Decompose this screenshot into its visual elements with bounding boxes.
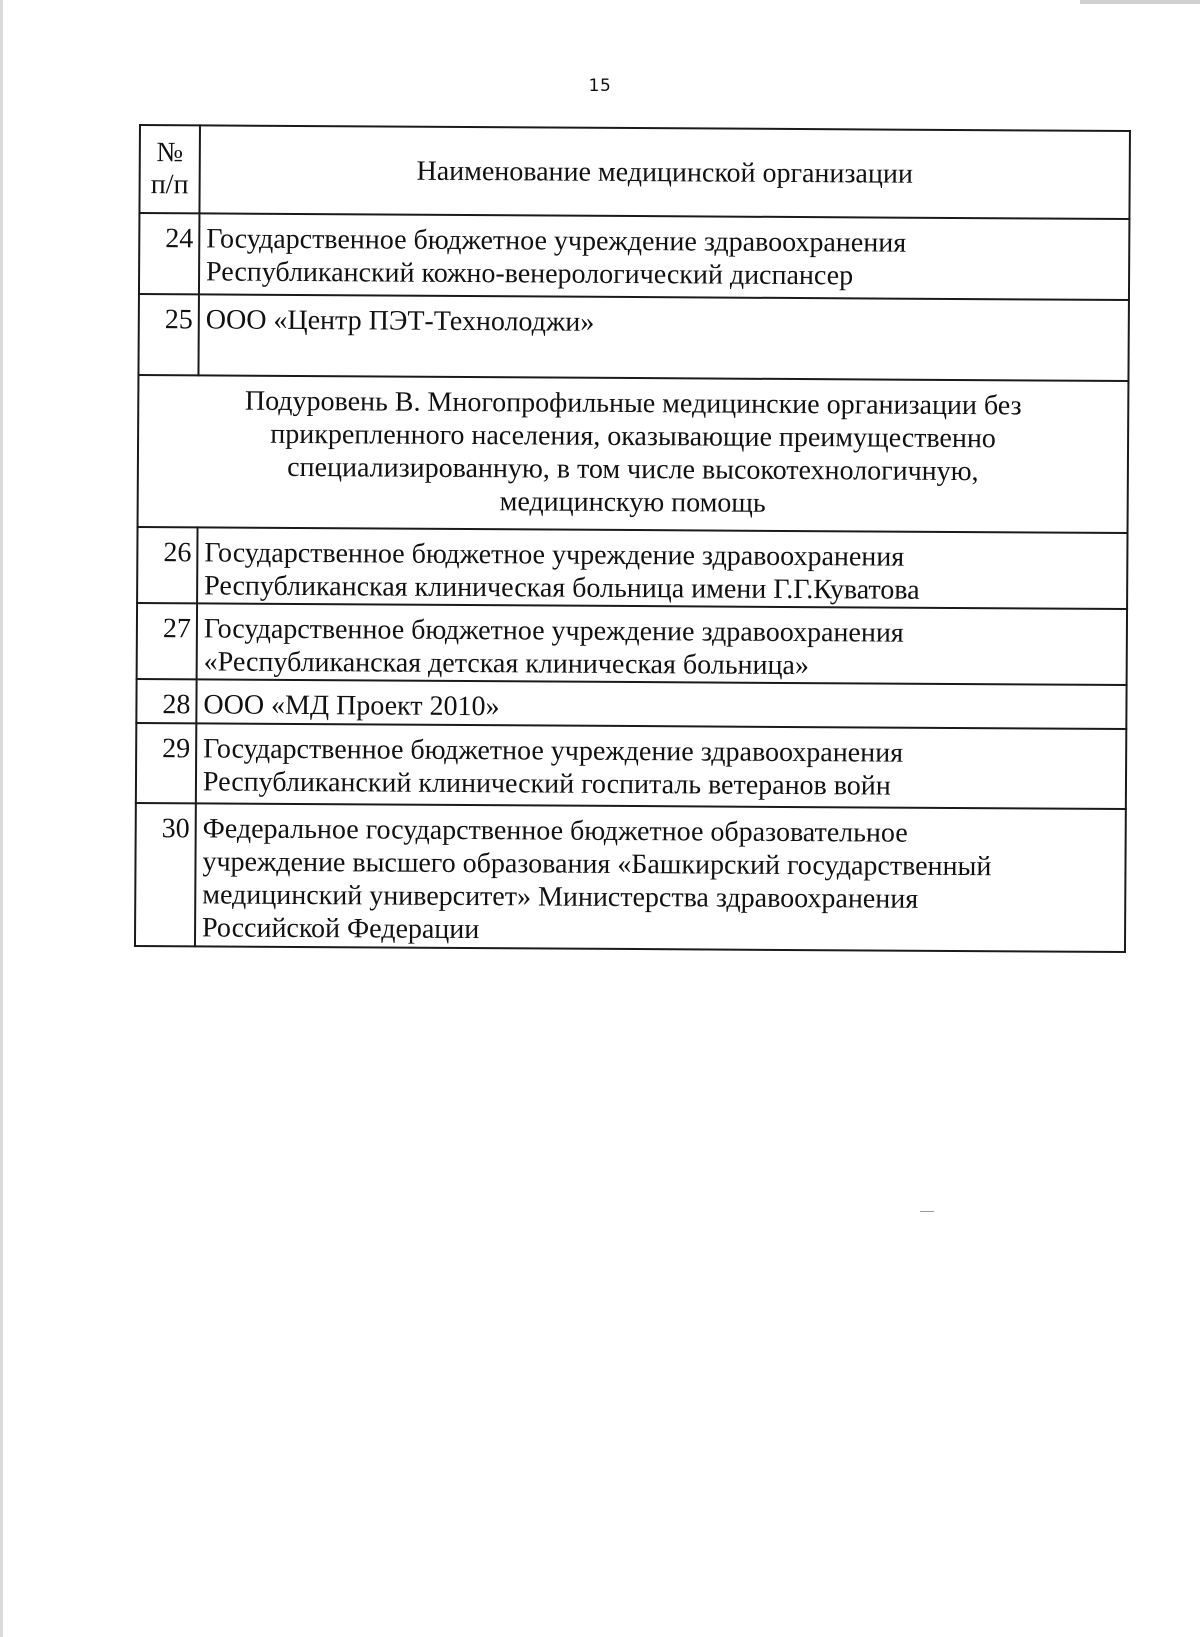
table-row xyxy=(139,213,1129,300)
row-number-cell: 29 xyxy=(136,723,196,803)
row-number-cell: 26 xyxy=(137,527,197,603)
row-number-cell: 30 xyxy=(135,803,196,946)
table-header-row xyxy=(139,125,1130,219)
row-name-cell: ООО «МД Проект 2010» xyxy=(196,679,1126,729)
header-name-label: Наименование медицинской организации xyxy=(416,155,913,190)
row-name-cell: Федеральное государственное бюджетное образовательное учреждение высшего образования «Башкирский государственный медицинский университет» Министерства здравоохранения Российской Федерации xyxy=(195,803,1126,952)
scan-speck xyxy=(920,1211,934,1212)
section-row xyxy=(138,375,1129,533)
table-row xyxy=(136,723,1126,809)
row-name-cell: Государственное бюджетное учреждение здравоохранения Республиканский клинический госпиталь ветеранов войн xyxy=(196,723,1126,809)
row-name-cell: Государственное бюджетное учреждение здравоохранения Республиканский кожно-венерологический диспансер xyxy=(199,213,1129,300)
table-row xyxy=(138,294,1128,381)
table-row xyxy=(136,679,1126,729)
row-name-cell: Государственное бюджетное учреждение здравоохранения Республиканская клиническая больница имени Г.Г.Куватова xyxy=(197,527,1127,609)
header-name-cell xyxy=(199,125,1130,219)
row-name-cell: Государственное бюджетное учреждение здравоохранения «Республиканская детская клиническая больница» xyxy=(197,603,1127,685)
section-heading-cell: Подуровень В. Многопрофильные медицинские организации без прикрепленного населения, оказывающие преимущественно специализированную, в том числе высокотехнологичную, медицинскую помощь xyxy=(138,375,1129,533)
row-number-cell: 24 xyxy=(139,213,199,294)
row-number-cell: 27 xyxy=(137,603,197,679)
page-number: 15 xyxy=(588,76,612,96)
row-name-cell: ООО «Центр ПЭТ-Технолоджи» xyxy=(198,294,1128,381)
table-row xyxy=(137,527,1127,609)
table-row xyxy=(137,603,1127,685)
table-row xyxy=(135,803,1126,952)
header-number-label: № п/п xyxy=(150,137,189,201)
scan-corner-mark xyxy=(1080,0,1200,4)
row-number-cell: 28 xyxy=(136,679,196,723)
organizations-table xyxy=(134,124,1131,953)
row-number-cell: 25 xyxy=(138,294,198,375)
header-number-cell xyxy=(139,125,200,213)
scan-edge-shadow xyxy=(0,0,3,1637)
